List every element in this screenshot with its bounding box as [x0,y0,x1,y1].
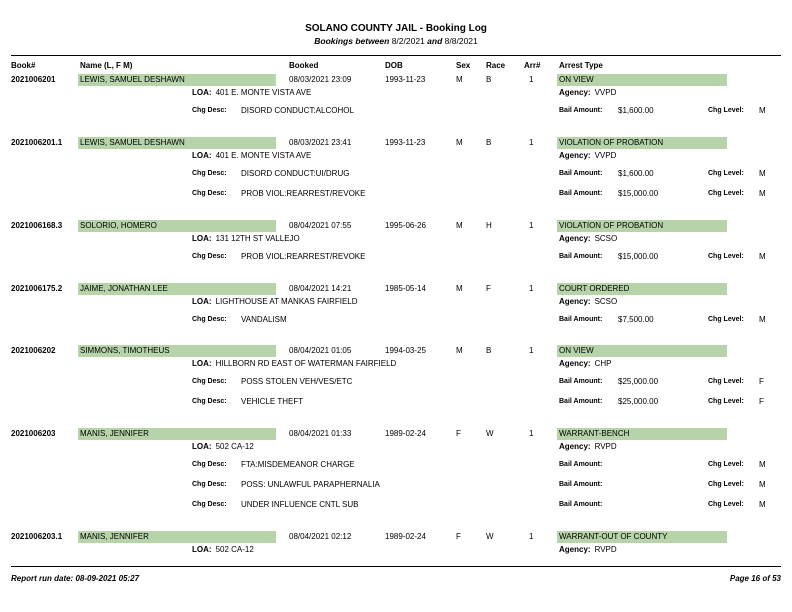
race-value: W [486,532,494,541]
inmate-name: MANIS, JENNIFER [80,429,149,438]
sex-value: M [456,284,463,293]
location-of-arrest [192,297,358,306]
footer-rule [11,566,781,567]
loa-value: 502 CA-12 [215,545,254,554]
charge-desc-label: Chg Desc: [192,501,227,508]
charge-level: M [759,252,766,261]
charge-desc-label: Chg Desc: [192,461,227,468]
charge-description: UNDER INFLUENCE CNTL SUB [241,500,359,509]
loa-value: 401 E. MONTE VISTA AVE [215,88,312,97]
date-of-birth: 1993-11-23 [385,75,426,84]
arrest-count: 1 [529,346,534,355]
arrest-type: VIOLATION OF PROBATION [559,138,664,147]
agency-value: CHP [594,359,612,368]
arrest-count: 1 [529,75,534,84]
loa-label: LOA: [192,88,212,97]
charge-level: F [759,397,764,406]
loa-label: LOA: [192,151,212,160]
arrest-type: COURT ORDERED [559,284,630,293]
bail-amount-label: Bail Amount: [559,170,603,177]
sex-value: M [456,138,463,147]
inmate-name: LEWIS, SAMUEL DESHAWN [80,75,185,84]
race-value: F [486,284,491,293]
loa-value: 401 E. MONTE VISTA AVE [215,151,312,160]
col-header-arr: Arr# [524,61,541,70]
charge-level: M [759,500,766,509]
location-of-arrest [192,88,311,97]
charge-row [0,378,792,390]
inmate-name: MANIS, JENNIFER [80,532,149,541]
header-top-rule [11,55,781,56]
charge-row [0,481,792,493]
charge-level: M [759,106,766,115]
charge-level-label: Chg Level: [708,170,744,177]
subtitle-and: and [427,36,443,46]
arresting-agency [559,88,616,97]
inmate-name: SOLORIO, HOMERO [80,221,157,230]
date-of-birth: 1989-02-24 [385,532,426,541]
charge-row [0,107,792,119]
bail-amount: $7,500.00 [618,315,654,324]
charge-level: F [759,377,764,386]
agency-label: Agency: [559,545,591,554]
location-of-arrest [192,234,300,243]
col-header-sex: Sex [456,61,471,70]
loa-value: LIGHTHOUSE AT MANKAS FAIRFIELD [215,297,358,306]
book-number: 2021006168.3 [11,221,63,230]
charge-level-label: Chg Level: [708,461,744,468]
subtitle-prefix: Bookings between [314,36,390,46]
charge-description: DISORD CONDUCT:UI/DRUG [241,169,350,178]
race-value: B [486,75,492,84]
agency-value: SCSO [594,234,618,243]
charge-level-label: Chg Level: [708,316,744,323]
charge-level-label: Chg Level: [708,253,744,260]
page-number: Page 16 of 53 [729,574,781,583]
inmate-name: SIMMONS, TIMOTHEUS [80,346,170,355]
arrest-count: 1 [529,138,534,147]
bail-amount-label: Bail Amount: [559,398,603,405]
bail-amount-label: Bail Amount: [559,378,603,385]
charge-description: DISORD CONDUCT:ALCOHOL [241,106,354,115]
booked-datetime: 08/04/2021 02:12 [289,532,352,541]
book-number: 2021006201.1 [11,138,63,147]
date-of-birth: 1994-03-25 [385,346,426,355]
arrest-count: 1 [529,532,534,541]
location-of-arrest [192,545,254,554]
charge-row [0,501,792,513]
bail-amount: $1,600.00 [618,169,654,178]
col-header-name: Name (L, F M) [80,61,133,70]
report-run-date: Report run date: 08-09-2021 05:27 [11,574,140,583]
loa-label: LOA: [192,545,212,554]
charge-level-label: Chg Level: [708,481,744,488]
arresting-agency [559,151,616,160]
book-number: 2021006202 [11,346,56,355]
charge-level: M [759,169,766,178]
loa-label: LOA: [192,359,212,368]
date-of-birth: 1993-11-23 [385,138,426,147]
charge-level: M [759,460,766,469]
booked-datetime: 08/03/2021 23:41 [289,138,352,147]
booked-datetime: 08/04/2021 01:05 [289,346,352,355]
arrest-type: ON VIEW [559,346,594,355]
bail-amount-label: Bail Amount: [559,481,603,488]
inmate-name: JAIME, JONATHAN LEE [80,284,168,293]
arrest-type: VIOLATION OF PROBATION [559,221,664,230]
charge-description: PROB VIOL:REARREST/REVOKE [241,189,366,198]
agency-value: SCSO [594,297,618,306]
arrest-type: WARRANT-BENCH [559,429,630,438]
bail-amount-label: Bail Amount: [559,190,603,197]
arrest-count: 1 [529,429,534,438]
charge-row [0,398,792,410]
charge-row [0,316,792,328]
charge-desc-label: Chg Desc: [192,316,227,323]
loa-value: 502 CA-12 [215,442,254,451]
date-of-birth: 1985-05-14 [385,284,426,293]
charge-level-label: Chg Level: [708,501,744,508]
col-header-dob: DOB [385,61,403,70]
report-subtitle [0,36,792,46]
race-value: B [486,346,492,355]
charge-description: VANDALISM [241,315,287,324]
arresting-agency [559,359,611,368]
arresting-agency [559,297,617,306]
bail-amount: $15,000.00 [618,189,659,198]
sex-value: F [456,429,461,438]
charge-level-label: Chg Level: [708,398,744,405]
charge-description: POSS: UNLAWFUL PARAPHERNALIA [241,480,380,489]
race-value: H [486,221,492,230]
charge-desc-label: Chg Desc: [192,378,227,385]
bail-amount: $1,600.00 [618,106,654,115]
bail-amount-label: Bail Amount: [559,253,603,260]
charge-desc-label: Chg Desc: [192,481,227,488]
agency-label: Agency: [559,88,591,97]
loa-value: HILLBORN RD EAST OF WATERMAN FAIRFIELD [215,359,397,368]
charge-desc-label: Chg Desc: [192,398,227,405]
col-header-book: Book# [11,61,36,70]
date-to: 8/8/2021 [444,36,478,46]
bail-amount-label: Bail Amount: [559,316,603,323]
agency-label: Agency: [559,234,591,243]
charge-row [0,190,792,202]
loa-label: LOA: [192,442,212,451]
arresting-agency [559,545,617,554]
booked-datetime: 08/04/2021 07:55 [289,221,352,230]
charge-row [0,170,792,182]
col-header-booked: Booked [289,61,319,70]
charge-level-label: Chg Level: [708,190,744,197]
inmate-name: LEWIS, SAMUEL DESHAWN [80,138,185,147]
location-of-arrest [192,442,254,451]
charge-level-label: Chg Level: [708,378,744,385]
report-title: SOLANO COUNTY JAIL - Booking Log [305,23,487,34]
arresting-agency [559,442,617,451]
book-number: 2021006203.1 [11,532,63,541]
bail-amount: $25,000.00 [618,377,659,386]
sex-value: F [456,532,461,541]
col-header-arrest-type: Arrest Type [559,61,603,70]
booked-datetime: 08/04/2021 14:21 [289,284,352,293]
agency-label: Agency: [559,151,591,160]
sex-value: M [456,221,463,230]
location-of-arrest [192,151,311,160]
charge-desc-label: Chg Desc: [192,107,227,114]
booking-record [0,532,792,612]
loa-label: LOA: [192,297,212,306]
book-number: 2021006175.2 [11,284,63,293]
charge-desc-label: Chg Desc: [192,190,227,197]
charge-level: M [759,480,766,489]
agency-label: Agency: [559,359,591,368]
bail-amount: $15,000.00 [618,252,659,261]
agency-value: RVPD [594,545,617,554]
book-number: 2021006203 [11,429,56,438]
charge-description: POSS STOLEN VEH/VES/ETC [241,377,353,386]
date-from: 8/2/2021 [391,36,425,46]
booked-datetime: 08/03/2021 23:09 [289,75,352,84]
loa-label: LOA: [192,234,212,243]
charge-level-label: Chg Level: [708,107,744,114]
location-of-arrest [192,359,396,368]
bail-amount-label: Bail Amount: [559,501,603,508]
date-of-birth: 1995-06-26 [385,221,426,230]
charge-row [0,253,792,265]
bail-amount-label: Bail Amount: [559,107,603,114]
book-number: 2021006201 [11,75,56,84]
charge-description: PROB VIOL:REARREST/REVOKE [241,252,366,261]
sex-value: M [456,346,463,355]
race-value: W [486,429,494,438]
agency-value: VVPD [594,151,617,160]
charge-level: M [759,315,766,324]
col-header-race: Race [486,61,506,70]
arrest-type: ON VIEW [559,75,594,84]
arrest-count: 1 [529,221,534,230]
arrest-count: 1 [529,284,534,293]
agency-value: RVPD [594,442,617,451]
agency-label: Agency: [559,297,591,306]
agency-value: VVPD [594,88,617,97]
charge-row [0,461,792,473]
charge-desc-label: Chg Desc: [192,253,227,260]
date-of-birth: 1989-02-24 [385,429,426,438]
bail-amount: $25,000.00 [618,397,659,406]
charge-description: FTA:MISDEMEANOR CHARGE [241,460,355,469]
race-value: B [486,138,492,147]
arresting-agency [559,234,617,243]
booked-datetime: 08/04/2021 01:33 [289,429,352,438]
bail-amount-label: Bail Amount: [559,461,603,468]
loa-value: 131 12TH ST VALLEJO [215,234,300,243]
agency-label: Agency: [559,442,591,451]
charge-desc-label: Chg Desc: [192,170,227,177]
charge-description: VEHICLE THEFT [241,397,304,406]
charge-level: M [759,189,766,198]
arrest-type: WARRANT-OUT OF COUNTY [559,532,668,541]
sex-value: M [456,75,463,84]
